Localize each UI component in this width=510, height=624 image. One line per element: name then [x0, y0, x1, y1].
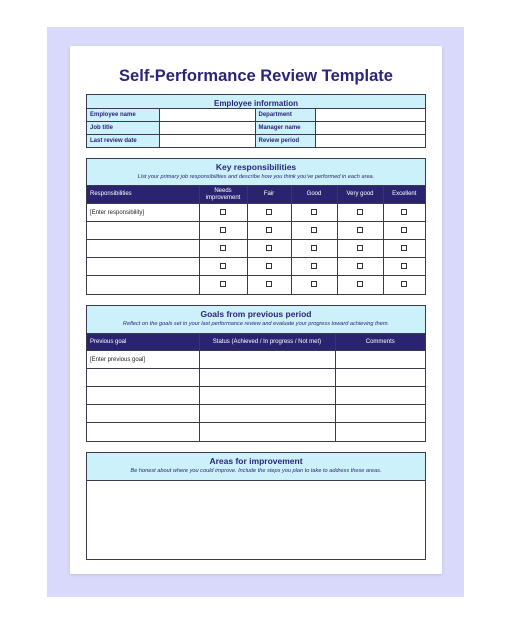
goals-subtitle: Reflect on the goals set in your last performance review and evaluate your progress toward achieving them.: [122, 321, 390, 327]
improvement-section: [86, 452, 426, 560]
col-responsibilities: Responsibilities: [87, 186, 199, 204]
col-comments: Comments: [335, 334, 425, 351]
fair-checkbox[interactable]: [266, 281, 272, 287]
goals-table: [87, 333, 425, 441]
responsibility-field[interactable]: [87, 222, 199, 240]
responsibility-field[interactable]: [87, 258, 199, 276]
fair-checkbox[interactable]: [266, 227, 272, 233]
department-field[interactable]: [315, 109, 425, 122]
status-field[interactable]: [199, 405, 335, 423]
table-row: [87, 258, 425, 276]
needs-improvement-checkbox[interactable]: [220, 281, 226, 287]
goals-section: [86, 305, 426, 442]
previous-goal-field[interactable]: [Enter previous goal]: [87, 351, 199, 369]
table-row: [87, 122, 425, 135]
comments-field[interactable]: [335, 351, 425, 369]
very-good-checkbox[interactable]: [357, 245, 363, 251]
manager-name-label: Manager name: [255, 122, 315, 135]
employee-info-section: [86, 94, 426, 148]
comments-field[interactable]: [335, 369, 425, 387]
employee-info-heading: Employee information: [213, 99, 298, 108]
col-excellent: Excellent: [383, 186, 425, 204]
improvement-subtitle: Be honest about where you could improve. Include the steps you plan to take to address these areas.: [130, 468, 382, 474]
very-good-checkbox[interactable]: [357, 209, 363, 215]
responsibilities-table: [87, 185, 425, 294]
key-responsibilities-section: [86, 158, 426, 295]
table-row: [87, 240, 425, 258]
previous-goal-field[interactable]: [87, 423, 199, 441]
responsibilities-header: [87, 159, 425, 185]
table-row: [87, 109, 425, 122]
previous-goal-field[interactable]: [87, 369, 199, 387]
previous-goal-field[interactable]: [87, 405, 199, 423]
col-very-good: Very good: [337, 186, 383, 204]
responsibilities-subtitle: List your primary job responsibilities and describe how you think you've performed in each area.: [137, 174, 375, 180]
col-status: Status (Achieved / In progress / Not met): [199, 334, 335, 351]
review-period-field[interactable]: [315, 135, 425, 148]
improvement-header: [87, 453, 425, 480]
manager-name-field[interactable]: [315, 122, 425, 135]
table-row: [87, 387, 425, 405]
last-review-date-field[interactable]: [159, 135, 255, 148]
status-field[interactable]: [199, 387, 335, 405]
table-header-row: [87, 334, 425, 351]
table-row: [87, 351, 425, 369]
good-checkbox[interactable]: [311, 227, 317, 233]
good-checkbox[interactable]: [311, 281, 317, 287]
col-needs-improvement: Needs improvement: [199, 186, 247, 204]
goals-heading: Goals from previous period: [200, 309, 312, 319]
status-field[interactable]: [199, 423, 335, 441]
table-row: [87, 369, 425, 387]
good-checkbox[interactable]: [311, 209, 317, 215]
comments-field[interactable]: [335, 423, 425, 441]
needs-improvement-checkbox[interactable]: [220, 227, 226, 233]
very-good-checkbox[interactable]: [357, 227, 363, 233]
improvement-heading: Areas for improvement: [209, 456, 303, 466]
previous-goal-field[interactable]: [87, 387, 199, 405]
table-row: [87, 423, 425, 441]
needs-improvement-checkbox[interactable]: [220, 263, 226, 269]
responsibility-field[interactable]: [87, 276, 199, 294]
excellent-checkbox[interactable]: [401, 227, 407, 233]
job-title-field[interactable]: [159, 122, 255, 135]
good-checkbox[interactable]: [311, 263, 317, 269]
excellent-checkbox[interactable]: [401, 263, 407, 269]
excellent-checkbox[interactable]: [401, 209, 407, 215]
comments-field[interactable]: [335, 405, 425, 423]
employee-info-header: [87, 95, 425, 108]
very-good-checkbox[interactable]: [357, 281, 363, 287]
needs-improvement-checkbox[interactable]: [220, 245, 226, 251]
status-field[interactable]: [199, 351, 335, 369]
col-previous-goal: Previous goal: [87, 334, 199, 351]
excellent-checkbox[interactable]: [401, 281, 407, 287]
improvement-text-area[interactable]: [87, 480, 425, 559]
col-fair: Fair: [247, 186, 291, 204]
fair-checkbox[interactable]: [266, 263, 272, 269]
table-row: [87, 222, 425, 240]
document-page: [70, 46, 442, 574]
employee-name-label: Employee name: [87, 109, 159, 122]
page-title: Self-Performance Review Template: [119, 67, 393, 85]
review-period-label: Review period: [255, 135, 315, 148]
table-row: [87, 135, 425, 148]
good-checkbox[interactable]: [311, 245, 317, 251]
responsibilities-heading: Key responsibilities: [215, 162, 297, 172]
excellent-checkbox[interactable]: [401, 245, 407, 251]
employee-info-table: [87, 108, 425, 147]
comments-field[interactable]: [335, 387, 425, 405]
status-field[interactable]: [199, 369, 335, 387]
responsibility-field[interactable]: [87, 240, 199, 258]
employee-name-field[interactable]: [159, 109, 255, 122]
table-row: [87, 276, 425, 294]
last-review-date-label: Last review date: [87, 135, 159, 148]
very-good-checkbox[interactable]: [357, 263, 363, 269]
goals-header: [87, 306, 425, 333]
job-title-label: Job title: [87, 122, 159, 135]
responsibility-field[interactable]: [Enter responsibility]: [87, 204, 199, 222]
col-good: Good: [291, 186, 337, 204]
needs-improvement-checkbox[interactable]: [220, 209, 226, 215]
fair-checkbox[interactable]: [266, 209, 272, 215]
fair-checkbox[interactable]: [266, 245, 272, 251]
table-row: [87, 204, 425, 222]
table-header-row: [87, 186, 425, 204]
table-row: [87, 405, 425, 423]
department-label: Department: [255, 109, 315, 122]
